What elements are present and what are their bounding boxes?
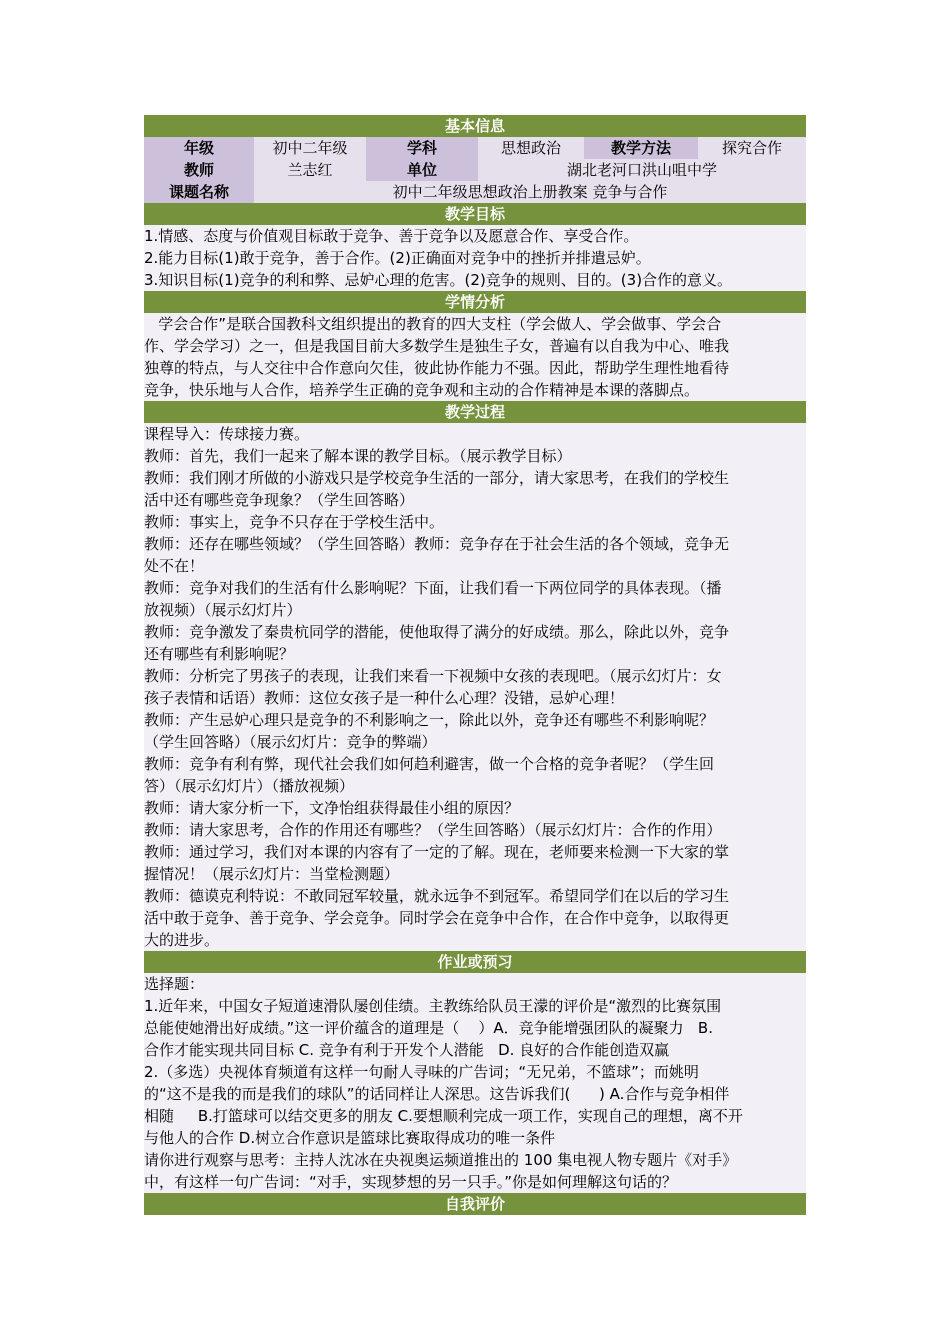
section-header-basic-info: 基本信息 — [144, 115, 806, 137]
process-line: 教师：请大家思考，合作的作用还有哪些？（学生回答略）（展示幻灯片：合作的作用） — [144, 821, 722, 839]
homework-line: 中，有这样一句广告词：“对手，实现梦想的另一只手。”你是如何理解这句话的？ — [144, 1173, 678, 1191]
process-line: 教师：产生忌妒心理只是竞争的不利影响之一，除此以外，竞争还有哪些不利影响呢？ — [144, 711, 715, 729]
analysis-line: 竞争，快乐地与人合作，培养学生正确的竞争观和主动的合作精神是本课的落脚点。 — [144, 381, 700, 399]
process-line: 处不在！ — [144, 557, 205, 575]
unit-value: 湖北老河口洪山咀中学 — [566, 161, 717, 179]
process-line: 教师：竞争有利有弊，现代社会我们如何趋利避害，做一个合格的竞争者呢？（学生回 — [144, 755, 715, 773]
process-line: 活中敢于竞争、善于竞争、学会竞争。同时学会在竞争中合作，在合作中竞争，以取得更 — [144, 909, 730, 927]
process-line: 教师：我们刚才所做的小游戏只是学校竞争生活的一部分，请大家思考，在我们的学校生 — [144, 469, 730, 487]
info-row-2 — [144, 159, 806, 181]
process-line: 答）（展示幻灯片）（播放视频） — [144, 777, 355, 795]
analysis-line: 作、学会学习）之一，但是我国目前大多数学生是独生子女，普遍有以自我为中心、唯我 — [144, 337, 730, 355]
process-line: 大的进步。 — [144, 931, 220, 949]
process-line: 课程导入：传球接力赛。 — [144, 425, 310, 443]
section-header-teaching-goals: 教学目标 — [144, 203, 806, 225]
goal-line: 1.情感、态度与价值观目标敢于竞争、善于竞争以及愿意合作、享受合作。 — [144, 227, 639, 245]
section-header-teaching-process: 教学过程 — [144, 401, 806, 423]
homework-line: 合作才能实现共同目标 C. 竞争有利于开发个人潜能 D. 良好的合作能创造双赢 — [144, 1041, 670, 1059]
homework-line: 选择题： — [144, 975, 205, 993]
homework-line: 1.近年来，中国女子短道速滑队屡创佳绩。主教练给队员王濛的评价是“激烈的比赛氛围 — [144, 997, 722, 1015]
analysis-line: 独尊的特点，与人交往中合作意向欠佳，彼此协作能力不强。因此，帮助学生理性地看待 — [144, 359, 730, 377]
teaching-process-content — [144, 423, 806, 951]
process-line: 教师：还存在哪些领域？（学生回答略）教师：竞争存在于社会生活的各个领域，竞争无 — [144, 535, 730, 553]
process-line: （学生回答略）（展示幻灯片：竞争的弊端） — [144, 733, 437, 751]
topic-value: 初中二年级思想政治上册教案 竞争与合作 — [392, 183, 668, 201]
goal-line: 2.能力目标(1)敢于竞争，善于合作。(2)正确面对竞争中的挫折并排遣忌妒。 — [144, 249, 651, 267]
process-line: 还有哪些有利影响呢？ — [144, 645, 295, 663]
section-header-student-analysis: 学情分析 — [144, 291, 806, 313]
student-analysis-content — [144, 313, 806, 401]
teacher-label: 教师 — [144, 159, 254, 181]
homework-line: 总能使她滑出好成绩。”这一评价蕴含的道理是（ ）A．竞争能增强团队的凝聚力 B. — [144, 1019, 713, 1037]
topic-label: 课题名称 — [144, 181, 254, 203]
process-line: 活中还有哪些竞争现象？（学生回答略） — [144, 491, 415, 509]
info-row-3 — [144, 181, 806, 203]
process-line: 教师：请大家分析一下，文净怡组获得最佳小组的原因？ — [144, 799, 520, 817]
subject-label: 学科 — [366, 137, 478, 159]
analysis-line: 学会合作”是联合国教科文组织提出的教育的四大支柱（学会做人、学会做事、学会合 — [144, 315, 722, 333]
grade-value: 初中二年级 — [272, 139, 348, 157]
teacher-value: 兰志红 — [287, 161, 333, 179]
subject-value: 思想政治 — [500, 139, 561, 157]
process-line: 教师：竞争激发了秦贵杭同学的潜能，使他取得了满分的好成绩。那么，除此以外，竞争 — [144, 623, 730, 641]
process-line: 教师：事实上，竞争不只存在于学校生活中。 — [144, 513, 445, 531]
process-line: 教师：分析完了男孩子的表现，让我们来看一下视频中女孩的表现吧。（展示幻灯片：女 — [144, 667, 722, 685]
method-value: 探究合作 — [721, 139, 782, 157]
process-line: 放视频）（展示幻灯片） — [144, 601, 302, 619]
process-line: 孩子表情和话语）教师：这位女孩子是一种什么心理？没错，忌妒心理！ — [144, 689, 625, 707]
homework-line: 相随 B.打篮球可以结交更多的朋友 C.要想顺利完成一项工作，实现自己的理想，离不开 — [144, 1107, 743, 1125]
section-header-self-evaluation: 自我评价 — [144, 1193, 806, 1215]
process-line: 教师：德谟克利特说：不敢同冠军较量，就永远争不到冠军。希望同学们在以后的学习生 — [144, 887, 730, 905]
section-header-homework: 作业或预习 — [144, 951, 806, 973]
homework-line: 请你进行观察与思考：主持人沈冰在央视奥运频道推出的 100 集电视人物专题片《对手》 — [144, 1151, 738, 1169]
process-line: 教师：首先，我们一起来了解本课的教学目标。（展示教学目标） — [144, 447, 572, 465]
method-label: 教学方法 — [584, 137, 698, 159]
grade-label: 年级 — [144, 137, 254, 159]
homework-line: 与他人的合作 D.树立合作意识是篮球比赛取得成功的唯一条件 — [144, 1129, 556, 1147]
process-line: 教师：竞争对我们的生活有什么影响呢？下面，让我们看一下两位同学的具体表现。（播 — [144, 579, 722, 597]
process-line: 教师：通过学习，我们对本课的内容有了一定的了解。现在，老师要来检测一下大家的掌 — [144, 843, 730, 861]
info-row-1 — [144, 137, 806, 159]
homework-content — [144, 973, 806, 1193]
process-line: 握情况！（展示幻灯片：当堂检测题） — [144, 865, 400, 883]
goal-line: 3.知识目标(1)竞争的利和弊、忌妒心理的危害。(2)竞争的规则、目的。(3)合作的意义。 — [144, 271, 733, 289]
homework-line: 的“这不是我的而是我们的球队”的话同样让人深思。这告诉我们( ) A.合作与竞争相伴 — [144, 1085, 730, 1103]
unit-label: 单位 — [366, 159, 478, 181]
teaching-goals-content — [144, 225, 806, 291]
homework-line: 2.（多选）央视体育频道有这样一句耐人寻味的广告词；“无兄弟，不篮球”；而姚明 — [144, 1063, 699, 1081]
lesson-plan-table — [144, 115, 806, 1215]
